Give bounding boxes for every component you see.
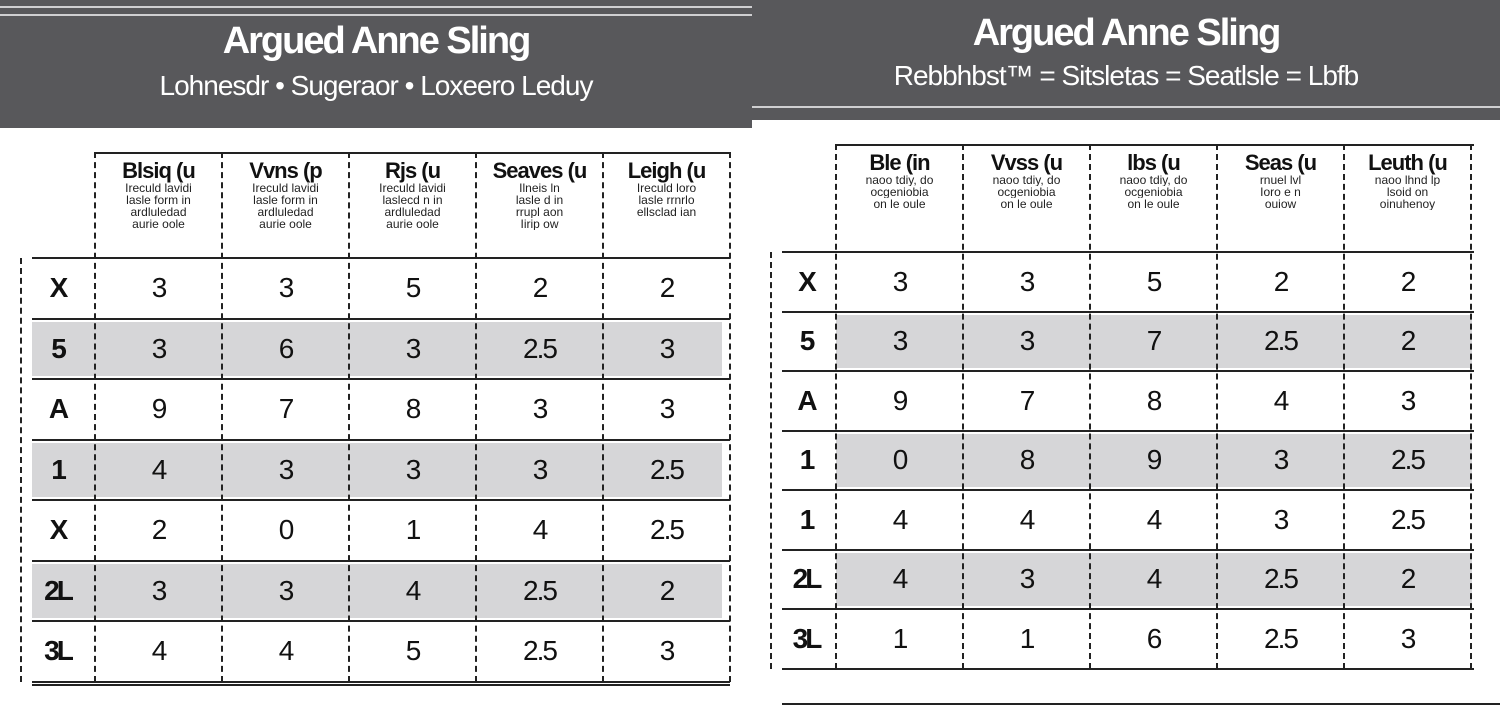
- row-rule: [782, 251, 1474, 253]
- table-bottom-rule: [32, 684, 730, 686]
- column-header-note: Ireculd loro: [636, 182, 697, 194]
- table-cell: 2.5: [1391, 503, 1424, 535]
- row-rule: [32, 318, 730, 320]
- right-header-banner: [752, 0, 1500, 120]
- table-cell: 3: [151, 574, 166, 606]
- column-header-note: Ireculd lavidi: [125, 182, 192, 194]
- column-header: [222, 160, 349, 248]
- column-header-note: naoo tdiy, do: [1119, 174, 1188, 186]
- column-header-note: on le oule: [1127, 198, 1180, 210]
- size-row-label: 2L: [44, 574, 71, 606]
- column-header-note: laslecd n in: [382, 194, 443, 206]
- table-cell: 3: [151, 272, 166, 304]
- size-row-label: A: [48, 393, 67, 425]
- column-header: [836, 152, 963, 242]
- left-header-banner: [0, 0, 752, 128]
- table-top-rule: [836, 144, 1474, 146]
- table-bottom-rule: [782, 703, 1500, 705]
- table-cell: 3: [1400, 384, 1415, 416]
- table-cell: 2: [1400, 265, 1415, 297]
- size-row-label: A: [797, 384, 815, 416]
- column-header-label: Ble (in: [869, 152, 930, 175]
- header-rule: [0, 14, 752, 16]
- size-row-label: 1: [799, 444, 813, 476]
- size-row-label: X: [798, 265, 814, 297]
- table-cell: 2.5: [1264, 563, 1297, 595]
- table-cell: 3: [405, 332, 420, 364]
- table-cell: 2.5: [1264, 325, 1297, 357]
- table-cell: 2.5: [523, 574, 556, 606]
- row-rule: [782, 608, 1474, 610]
- table-cell: 2: [532, 272, 547, 304]
- table-cell: 4: [532, 514, 547, 546]
- column-header-note: Iirip ow: [520, 218, 559, 230]
- column-header: [603, 160, 730, 248]
- table-cell: 2: [659, 574, 674, 606]
- row-rule: [32, 620, 730, 622]
- column-header-note: on le oule: [873, 198, 926, 210]
- table-cell: 4: [1019, 503, 1034, 535]
- column-header-note: [603, 218, 730, 230]
- column-header-note: Ireculd lavidi: [252, 182, 319, 194]
- column-header: [1090, 152, 1217, 242]
- header-rule: [752, 106, 1500, 108]
- column-header-note: aurie oole: [132, 218, 185, 230]
- right-subtitle: Rebbhbst™ = Sitsletas = Seatlsle = Lbfb: [893, 60, 1359, 91]
- column-header-note: ardluledad: [257, 206, 314, 218]
- size-row-label: 5: [799, 325, 813, 357]
- table-cell: 8: [1019, 444, 1034, 476]
- column-header-note: lasle form in: [253, 194, 318, 206]
- column-header-note: ardluledad: [384, 206, 441, 218]
- column-header: [476, 160, 603, 248]
- table-cell: 3: [151, 332, 166, 364]
- table-cell: 5: [405, 635, 420, 667]
- left-subtitle: Lohnesdr • Sugeraor • Loxeero Leduy: [159, 70, 593, 101]
- table-cell: 2.5: [523, 635, 556, 667]
- column-header-label: Vvns (p: [249, 160, 322, 183]
- column-header-label: Vvss (u: [990, 152, 1063, 175]
- column-header-note: on le oule: [1000, 198, 1053, 210]
- right-card: [752, 0, 1500, 707]
- column-header-note: ouiow: [1264, 198, 1297, 210]
- table-cell: 4: [278, 635, 293, 667]
- table-cell: 8: [405, 393, 420, 425]
- right-title: Argued Anne Sling: [972, 12, 1280, 54]
- table-cell: 9: [151, 393, 166, 425]
- column-header-note: rrupl aon: [515, 206, 564, 218]
- table-cell: 4: [1273, 384, 1288, 416]
- table-cell: 2: [151, 514, 166, 546]
- column-header: [963, 152, 1090, 242]
- size-row-label: 3L: [792, 622, 820, 654]
- column-header: [95, 160, 222, 248]
- row-rule: [782, 430, 1474, 432]
- size-row-label: 1: [799, 503, 813, 535]
- table-cell: 2.5: [1391, 444, 1424, 476]
- column-header-note: lsoid on: [1386, 186, 1429, 198]
- table-cell: 9: [892, 384, 907, 416]
- table-cell: 4: [405, 574, 420, 606]
- table-cell: 1: [405, 514, 420, 546]
- size-row-label: X: [49, 514, 66, 546]
- size-row-label: 3L: [44, 635, 71, 667]
- column-header-label: Leuth (u: [1368, 152, 1447, 175]
- column-header-note: naoo lhnd lp: [1374, 174, 1441, 186]
- table-cell: 4: [1146, 563, 1161, 595]
- row-rule: [32, 257, 730, 259]
- table-cell: 3: [659, 393, 674, 425]
- table-cell: 9: [1146, 444, 1161, 476]
- table-cell: 6: [278, 332, 293, 364]
- column-header-note: naoo tdiy, do: [865, 174, 934, 186]
- table-cell: 2.5: [523, 332, 556, 364]
- table-cell: 4: [151, 635, 166, 667]
- table-cell: 5: [405, 272, 420, 304]
- row-rule: [782, 489, 1474, 491]
- column-header-note: lasle rrnrlo: [638, 194, 695, 206]
- size-row-label: X: [49, 272, 66, 304]
- table-cell: 4: [892, 563, 907, 595]
- table-cell: 4: [151, 453, 166, 485]
- table-cell: 3: [892, 265, 907, 297]
- row-rule: [782, 549, 1474, 551]
- table-cell: 3: [405, 453, 420, 485]
- table-cell: 3: [532, 393, 547, 425]
- column-header-label: Leigh (u: [627, 160, 706, 183]
- table-cell: 4: [1146, 503, 1161, 535]
- table-cell: 3: [1400, 622, 1415, 654]
- column-header-note: ocgeniobia: [997, 186, 1056, 198]
- table-cell: 7: [1146, 325, 1161, 357]
- column-header-note: Ireculd lavidi: [379, 182, 446, 194]
- table-cell: 3: [659, 332, 674, 364]
- table-cell: 7: [278, 393, 293, 425]
- table-cell: 3: [659, 635, 674, 667]
- table-cell: 6: [1146, 622, 1161, 654]
- table-cell: 1: [1019, 622, 1034, 654]
- table-cell: 3: [1273, 444, 1288, 476]
- column-header-note: lasle d in: [515, 194, 564, 206]
- column-header-note: aurie oole: [259, 218, 312, 230]
- table-cell: 3: [278, 453, 293, 485]
- table-cell: 2: [659, 272, 674, 304]
- column-header-note: Ilneis ln: [519, 182, 560, 194]
- size-row-label: 5: [51, 332, 64, 364]
- column-header-note: ocgeniobia: [870, 186, 929, 198]
- table-cell: 3: [1019, 265, 1034, 297]
- column-header-note: ocgeniobia: [1124, 186, 1183, 198]
- row-rule: [32, 560, 730, 562]
- left-title: Argued Anne Sling: [222, 20, 530, 62]
- column-header-label: Seas (u: [1244, 152, 1317, 175]
- column-header-note: ardluledad: [130, 206, 187, 218]
- table-left-edge: [770, 252, 772, 669]
- column-header-label: Seaves (u: [492, 160, 587, 183]
- row-rule: [782, 668, 1474, 670]
- row-rule: [782, 370, 1474, 372]
- column-header-label: lbs (u: [1127, 152, 1180, 175]
- table-cell: 4: [892, 503, 907, 535]
- table-left-edge: [20, 258, 22, 682]
- table-cell: 7: [1019, 384, 1034, 416]
- table-cell: 5: [1146, 265, 1161, 297]
- row-rule: [32, 499, 730, 501]
- column-header-note: naoo tdiy, do: [992, 174, 1061, 186]
- row-rule: [32, 378, 730, 380]
- column-header-label: Rjs (u: [384, 160, 441, 183]
- table-cell: 8: [1146, 384, 1161, 416]
- column-header-note: ellsclad ian: [636, 206, 697, 218]
- table-cell: 3: [1019, 563, 1034, 595]
- table-cell: 2.5: [650, 453, 683, 485]
- table-cell: 2: [1400, 563, 1415, 595]
- table-cell: 2.5: [1264, 622, 1297, 654]
- column-header: [1217, 152, 1344, 242]
- column-header-note: aurie oole: [386, 218, 439, 230]
- column-header-note: rnuel lvl: [1259, 174, 1302, 186]
- table-cell: 3: [278, 574, 293, 606]
- size-row-label: 1: [51, 453, 64, 485]
- row-rule: [782, 311, 1474, 313]
- table-cell: 0: [278, 514, 293, 546]
- table-top-rule: [95, 152, 730, 154]
- table-cell: 3: [532, 453, 547, 485]
- column-header-note: Ioro e n: [1260, 186, 1301, 198]
- table-cell: 2.5: [650, 514, 683, 546]
- table-cell: 3: [892, 325, 907, 357]
- row-rule: [32, 681, 730, 683]
- column-header-note: oinuhenoy: [1379, 198, 1436, 210]
- column-header-note: lasle form in: [126, 194, 191, 206]
- header-rule: [0, 6, 752, 8]
- table-cell: 3: [1273, 503, 1288, 535]
- column-header: [349, 160, 476, 248]
- row-rule: [32, 439, 730, 441]
- column-header-label: Blsiq (u: [122, 160, 195, 183]
- size-row-label: 2L: [792, 563, 820, 595]
- table-cell: 3: [278, 272, 293, 304]
- table-cell: 2: [1273, 265, 1288, 297]
- table-cell: 2: [1400, 325, 1415, 357]
- table-cell: 1: [892, 622, 907, 654]
- table-cell: 0: [892, 444, 907, 476]
- column-header: [1344, 152, 1471, 242]
- table-cell: 3: [1019, 325, 1034, 357]
